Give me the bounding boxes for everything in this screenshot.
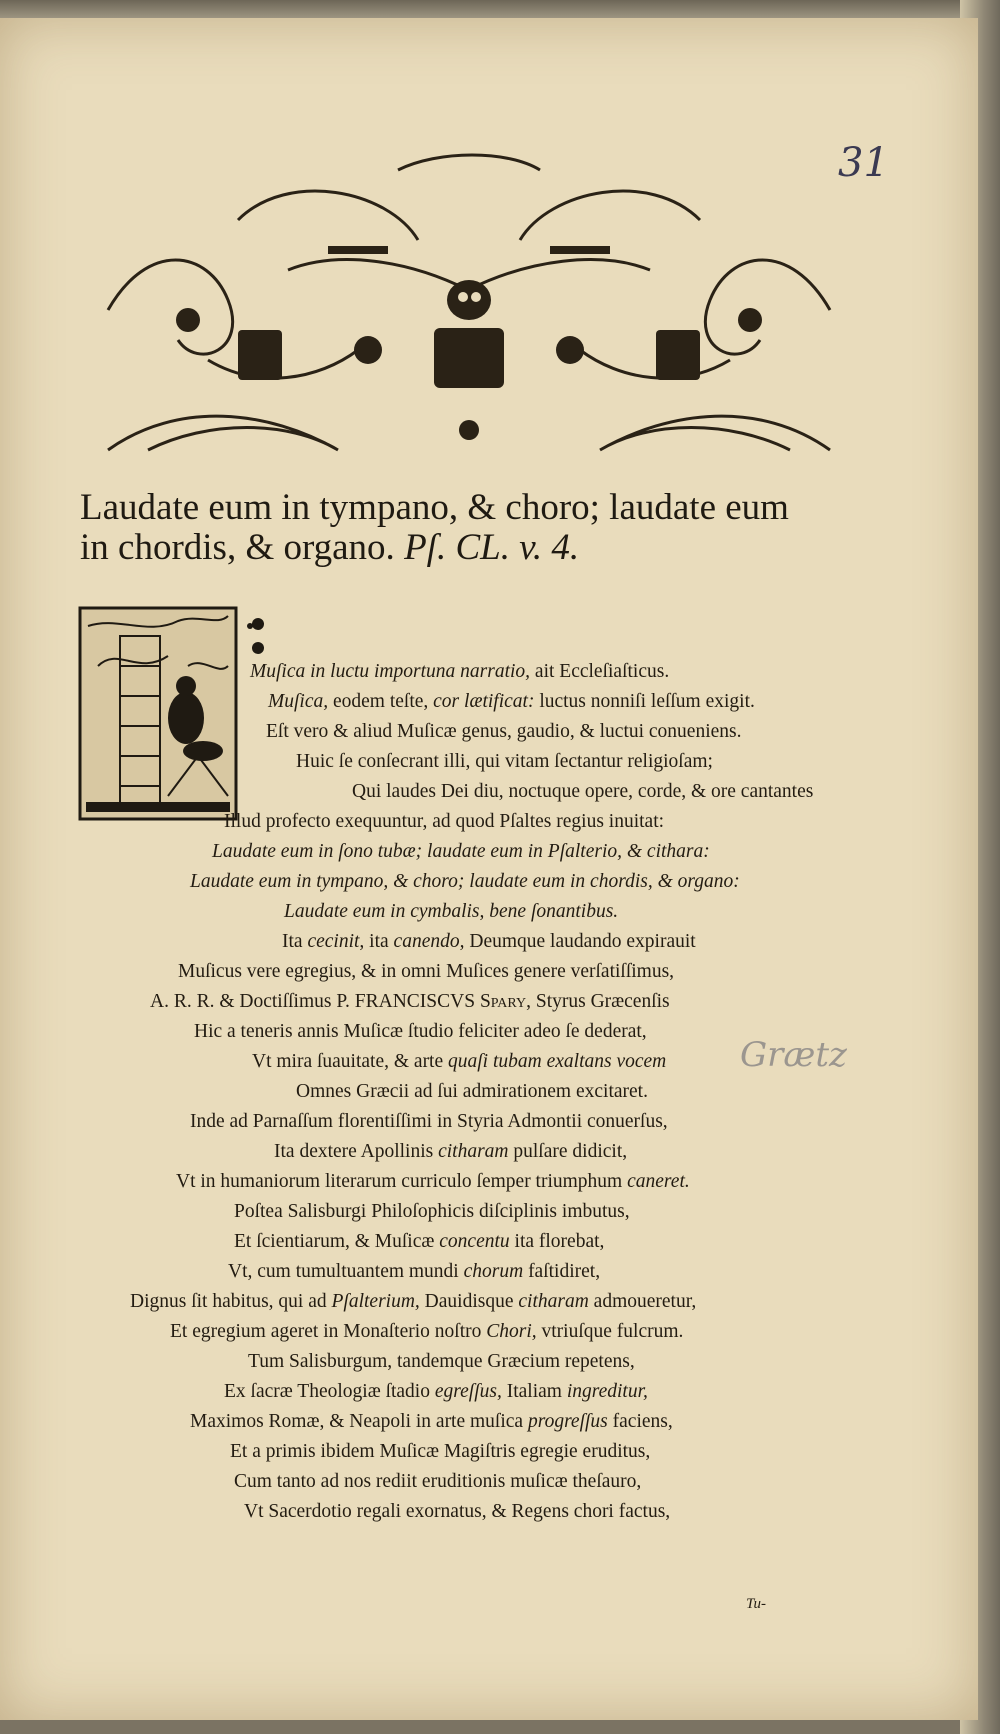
verse-line bbox=[130, 1290, 696, 1314]
book-page bbox=[0, 18, 978, 1720]
handwritten-margin-note bbox=[736, 1018, 847, 1092]
verse-segment: caneret. bbox=[627, 1171, 690, 1192]
verse-segment: Italiam bbox=[501, 1381, 567, 1402]
verse-segment: Inde ad Parnaſſum florentiſſimi in Styria Admontii conuerſus, bbox=[190, 1111, 668, 1132]
verse-line bbox=[212, 840, 710, 864]
verse-segment: Muſicus vere egregius, & in omni Muſices genere verſatiſſimus, bbox=[178, 961, 675, 982]
verse-line bbox=[248, 1350, 635, 1374]
verse-segment: Spary bbox=[479, 991, 527, 1012]
verse-segment: egreſſus, bbox=[434, 1381, 502, 1402]
verse-segment: cecinit, bbox=[307, 931, 365, 952]
verse-segment: eodem teſte, bbox=[328, 691, 434, 712]
verse-segment: Laudate eum in cymbalis, bene ſonantibus. bbox=[284, 901, 619, 922]
verse-segment: progreſſus bbox=[527, 1411, 608, 1432]
verse-segment: faſtidiret, bbox=[523, 1261, 601, 1282]
verse-segment: admoueretur, bbox=[588, 1291, 697, 1312]
poem-body bbox=[0, 18, 978, 1718]
heading-line-1: Laudate eum in tympano, & choro; laudate eum bbox=[80, 487, 789, 528]
verse-line bbox=[250, 660, 669, 684]
verse-line bbox=[178, 960, 674, 984]
verse-line bbox=[268, 690, 755, 714]
verse-segment: Deumque laudando expirauit bbox=[464, 931, 696, 952]
verse-line bbox=[282, 930, 696, 954]
verse-segment: cor lætificat: bbox=[433, 691, 535, 712]
verse-line bbox=[274, 1140, 627, 1164]
verse-segment: Muſica in luctu importuna narratio, bbox=[250, 661, 531, 682]
verse-segment: canendo, bbox=[393, 931, 465, 952]
verse-segment: Et egregium ageret in Monaſterio noſtro bbox=[170, 1321, 487, 1342]
verse-line bbox=[244, 1500, 670, 1524]
verse-segment: Cum tanto ad nos rediit eruditionis muſicæ theſauro, bbox=[234, 1471, 642, 1492]
verse-segment: Pſalterium, bbox=[331, 1291, 420, 1312]
verse-segment: Ex ſacræ Theologiæ ſtadio bbox=[224, 1381, 435, 1402]
verse-segment: Tum Salisburgum, tandemque Græcium repetens, bbox=[248, 1351, 635, 1372]
verse-segment: Poſtea Salisburgi Philoſophicis diſciplinis imbutus, bbox=[234, 1201, 630, 1222]
verse-line bbox=[352, 780, 813, 804]
psalm-reference: Pſ. CL. v. 4. bbox=[404, 527, 580, 568]
verse-segment: Laudate eum in tympano, & choro; laudate eum in chordis, & organo: bbox=[190, 871, 740, 892]
verse-segment: pulſare didicit, bbox=[508, 1141, 628, 1162]
verse-line bbox=[296, 750, 713, 774]
verse-segment: Vt Sacerdotio regali exornatus, & Regens chori factus, bbox=[244, 1501, 671, 1522]
verse-segment: ita florebat, bbox=[509, 1231, 605, 1252]
verse-segment: , Styrus Græcenſis bbox=[526, 991, 670, 1012]
verse-segment: Ita dextere Apollinis bbox=[274, 1141, 439, 1162]
verse-line bbox=[234, 1200, 630, 1224]
catchword: Tu- bbox=[746, 1596, 767, 1612]
verse-segment: Muſica, bbox=[268, 691, 329, 712]
verse-segment: Illud profecto exequuntur, ad quod Pſaltes regius inuitat: bbox=[224, 811, 665, 832]
verse-line bbox=[224, 1380, 648, 1404]
verse-segment: Dignus ſit habitus, qui ad bbox=[130, 1291, 332, 1312]
verse-segment: ita bbox=[364, 931, 394, 952]
verse-segment: luctus nonniſi leſſum exigit. bbox=[534, 691, 755, 712]
verse-segment: vtriuſque fulcrum. bbox=[536, 1321, 684, 1342]
verse-segment: ait Eccleſiaſticus. bbox=[530, 661, 670, 682]
verse-segment: Maximos Romæ, & Neapoli in arte muſica bbox=[190, 1411, 528, 1432]
verse-line bbox=[296, 1080, 648, 1104]
verse-segment: Vt in humaniorum literarum curriculo ſemper triumphum bbox=[176, 1171, 628, 1192]
verse-line bbox=[234, 1470, 641, 1494]
verse-line bbox=[190, 870, 740, 894]
verse-segment: ingreditur, bbox=[566, 1381, 648, 1402]
verse-segment: Eſt vero & aliud Muſicæ genus, gaudio, & luctui conueniens. bbox=[266, 721, 742, 742]
verse-segment: Dauidisque bbox=[419, 1291, 519, 1312]
verse-line bbox=[252, 1050, 666, 1074]
verse-segment: Hic a teneris annis Muſicæ ſtudio feliciter adeo ſe dederat, bbox=[194, 1021, 647, 1042]
verse-line bbox=[190, 1110, 668, 1134]
verse-segment: Qui laudes Dei diu, noctuque opere, corde, & ore cantantes bbox=[352, 781, 814, 802]
verse-segment: Et ſcientiarum, & Muſicæ bbox=[234, 1231, 440, 1252]
verse-segment: A. R. R. & Doctiſſimus P. FRANCISCVS bbox=[150, 991, 480, 1012]
verse-segment: Vt, cum tumultuantem mundi bbox=[228, 1261, 464, 1282]
verse-line bbox=[190, 1410, 673, 1434]
verse-segment: citharam bbox=[438, 1141, 509, 1162]
verse-line bbox=[230, 1440, 650, 1464]
verse-segment: Et a primis ibidem Muſicæ Magiſtris egregie eruditus, bbox=[230, 1441, 651, 1462]
verse-line bbox=[194, 1020, 647, 1044]
verse-line bbox=[224, 810, 664, 834]
verse-line bbox=[284, 900, 618, 924]
heading-line-2-text: in chordis, & organo. bbox=[80, 527, 395, 568]
verse-segment: Laudate eum in ſono tubæ; laudate eum in Pſalterio, & cithara: bbox=[212, 841, 710, 862]
verse-segment: concentu bbox=[439, 1231, 510, 1252]
verse-segment: Chori, bbox=[486, 1321, 537, 1342]
verse-line bbox=[150, 990, 670, 1014]
verse-segment: faciens, bbox=[607, 1411, 673, 1432]
folio-number: 31 bbox=[838, 140, 889, 186]
verse-segment: citharam bbox=[518, 1291, 589, 1312]
verse-segment: Omnes Græcii ad ſui admirationem excitaret. bbox=[296, 1081, 648, 1102]
verse-segment: Vt mira ſuauitate, & arte bbox=[252, 1051, 449, 1072]
verse-line bbox=[176, 1170, 690, 1194]
verse-line bbox=[234, 1230, 604, 1254]
verse-segment: Ita bbox=[282, 931, 308, 952]
verse-line bbox=[266, 720, 742, 744]
margin-note-text: Grætz bbox=[740, 1035, 847, 1075]
verse-line bbox=[228, 1260, 600, 1284]
verse-segment: Huic ſe conſecrant illi, qui vitam ſectantur religioſam; bbox=[296, 751, 713, 772]
verse-segment: chorum bbox=[463, 1261, 524, 1282]
verse-line bbox=[170, 1320, 683, 1344]
verse-segment: quaſi tubam exaltans vocem bbox=[448, 1051, 667, 1072]
